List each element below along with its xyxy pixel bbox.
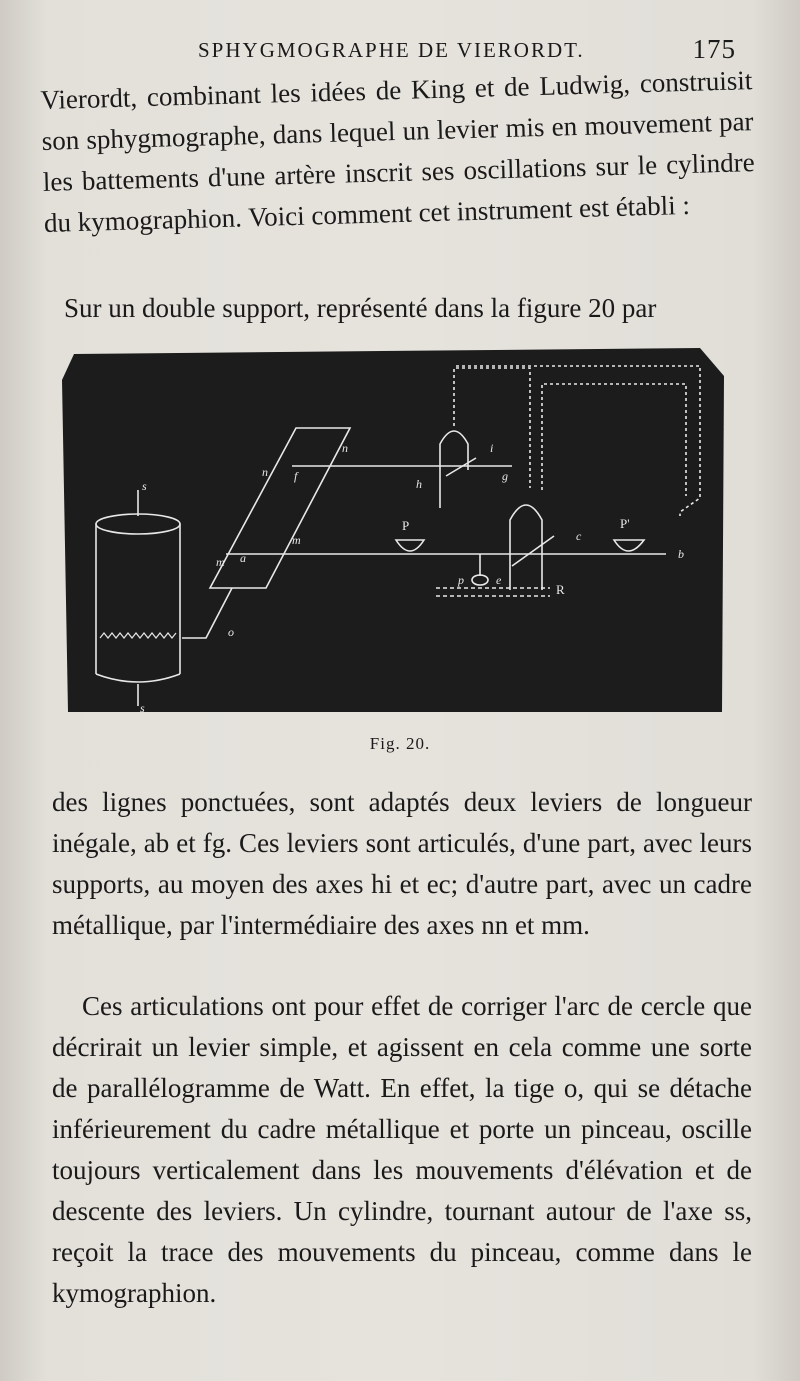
label-s-bottom: s [140, 701, 145, 715]
sphygmograph-diagram [60, 340, 732, 716]
running-title: SPHYGMOGRAPHE DE VIERORDT. [198, 38, 585, 62]
figure-sphygmograph-engraving [60, 340, 732, 716]
label-R: R [556, 582, 565, 597]
label-i: i [490, 441, 494, 455]
label-h: h [416, 477, 422, 491]
paragraph-support: Sur un double support, représenté dans la figure 20 par [64, 293, 657, 323]
label-m-right: m [292, 533, 301, 547]
label-g: g [502, 469, 508, 483]
label-a: a [240, 551, 246, 565]
label-p: p [458, 573, 464, 587]
label-n-top: n [342, 441, 348, 455]
paragraph-intro: Vierordt, combinant les idées de King et de Ludwig, construisit son sphygmographe, dans lequel un levier mis en mouvement par les battements d'une artère inscrit ses oscillations sur le cylindre du kymographion. Voici comment cet instrument est établi : [40, 65, 755, 238]
label-s-top: s [142, 479, 147, 493]
label-m-left: m [216, 555, 225, 569]
label-P: P [402, 518, 410, 533]
label-c: c [576, 529, 582, 543]
label-f: f [294, 469, 298, 483]
paragraph-levers: des lignes ponctuées, sont adaptés deux leviers de longueur inégale, ab et fg. Ces leviers sont articulés, d'une part, avec leurs supports, au moyen des axes hi et ec; d'autre part, avec un cadre métallique, par l'intermédiaire des axes nn et mm. [52, 787, 752, 940]
figure-caption: Fig. 20. [369, 734, 431, 753]
label-e: e [496, 573, 502, 587]
label-n-left: n [262, 465, 268, 479]
page-number: 175 [692, 34, 736, 64]
paragraph-articulations: Ces articulations ont pour effet de corriger l'arc de cercle que décrirait un levier simple, et agissent en cela comme une sorte de parallélogramme de Watt. En effet, la tige o, qui se détache inférieurement du cadre métallique et porte un pinceau, oscille toujours verticalement dans les mouvements d'élévation et de descente des leviers. Un cylindre, tournant autour de l'axe ss, reçoit la trace des mouvements du pinceau, comme dans le kymographion. [52, 991, 752, 1308]
label-P-prime: P' [620, 516, 630, 531]
label-b: b [678, 547, 684, 561]
label-o: o [228, 625, 234, 639]
